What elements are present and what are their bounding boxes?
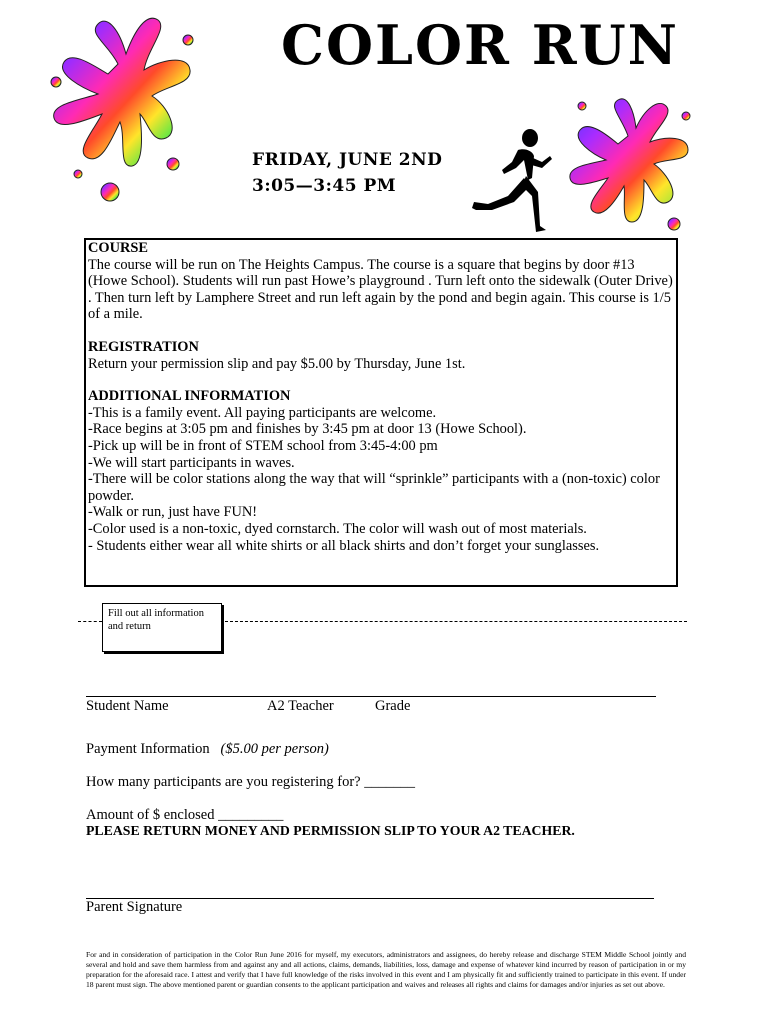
event-title: COLOR RUN	[281, 13, 680, 77]
color-splash-left-image	[48, 14, 198, 204]
payment-note: ($5.00 per person)	[220, 741, 329, 757]
event-time: 3:05—3:45 PM	[252, 176, 397, 196]
additional-info-line: -This is a family event. All paying participants are welcome.	[88, 404, 437, 421]
parent-signature-label: Parent Signature	[86, 899, 183, 915]
cut-line-left	[78, 621, 102, 622]
event-date: FRIDAY, JUNE 2ND	[252, 150, 443, 170]
grade-label: Grade	[375, 698, 411, 714]
registration-heading: REGISTRATION	[88, 338, 199, 355]
additional-info-line: -Walk or run, just have FUN!	[88, 504, 258, 521]
fill-out-note: Fill out all information and return	[102, 603, 222, 652]
additional-info-line: -Color used is a non-toxic, dyed cornstarch. The color will wash out of most materials.	[88, 520, 587, 537]
course-heading: COURSE	[88, 240, 148, 256]
teacher-label: A2 Teacher	[267, 698, 334, 714]
additional-info-heading: ADDITIONAL INFORMATION	[88, 388, 291, 405]
runner-silhouette-image	[468, 126, 558, 236]
return-notice: PLEASE RETURN MONEY AND PERMISSION SLIP TO YOUR A2 TEACHER.	[86, 823, 575, 838]
legal-waiver-text: For and in consideration of participation in the Color Run June 2016 for myself, my executors, administrators and assignees, do hereby release and discharge STEM Middle School jointly and several and hold and save them harmless from and against any and all actions, claims, demands, liabilities, loss, damage and expense of whatever kind incurred by reason of participation in or my preparation for the aforesaid race. I attest and verify that I have full knowledge of the risks involved in this event and I am physically fit and sufficiently trained to participate in this event. If under 18 parent must sign. The above mentioned parent or guardian consents to the applicant participation and waives and releases all rights and claims for damages and/or injuries as set out above.	[86, 950, 686, 989]
cut-line-right	[225, 621, 687, 622]
additional-info-line: -Race begins at 3:05 pm and finishes by 3:45 pm at door 13 (Howe School).	[88, 421, 527, 438]
info-box-content	[88, 240, 674, 554]
additional-info-line: -Pick up will be in front of STEM school from 3:45-4:00 pm	[88, 437, 438, 454]
additional-info-line: -There will be color stations along the way that will “sprinkle” participants with a (non-toxic) color powder.	[88, 471, 660, 504]
payment-label: Payment Information	[86, 741, 210, 757]
color-splash-right-image	[568, 96, 693, 241]
course-text: The course will be run on The Heights Campus. The course is a square that begins by door #13 (Howe School). Students will run past Howe’s playground . Turn left onto the sidewalk (Outer Drive) . Then turn left by Lamphere Street and run left again by the pond and begin again. This course is 1/5 of a mile.	[88, 256, 673, 323]
amount-enclosed: Amount of $ enclosed _________	[86, 807, 284, 823]
additional-info-line: -We will start participants in waves.	[88, 454, 295, 471]
student-name-label: Student Name	[86, 698, 169, 714]
registration-text: Return your permission slip and pay $5.00 by Thursday, June 1st.	[88, 355, 466, 372]
participants-question: How many participants are you registering for? _______	[86, 774, 415, 790]
payment-info	[86, 741, 329, 758]
student-info-line	[86, 696, 656, 697]
additional-info-line: - Students either wear all white shirts or all black shirts and don’t forget your sunglasses.	[88, 537, 600, 554]
